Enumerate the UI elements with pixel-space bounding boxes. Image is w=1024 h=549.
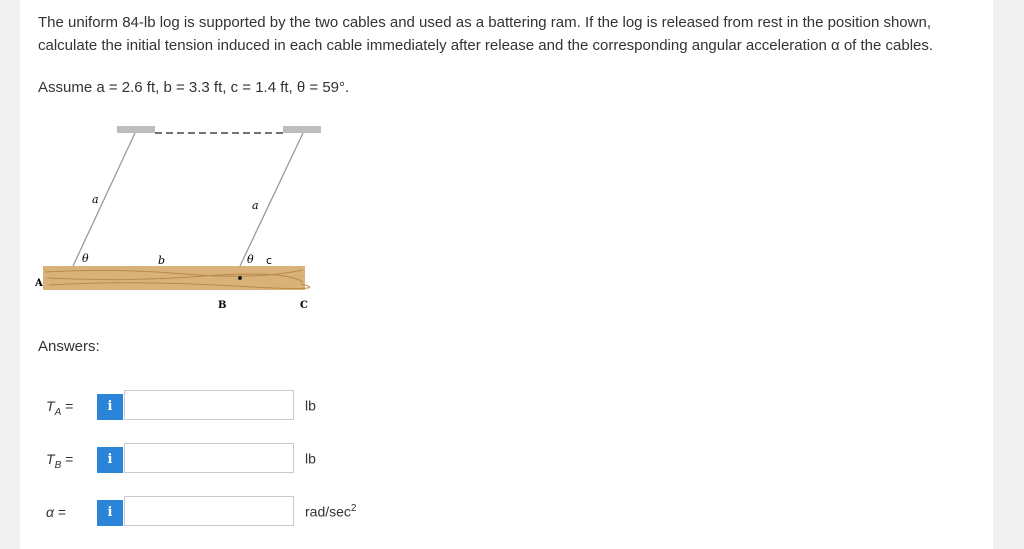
right-support xyxy=(283,126,321,133)
label-theta-right: θ xyxy=(247,253,254,266)
answer-label-tb: $T_B$ = xyxy=(46,451,74,471)
unit-ta: lb xyxy=(305,397,316,414)
label-theta-left: θ xyxy=(82,252,89,265)
label-c: c xyxy=(266,254,273,267)
answer-label-ta: $T_A$ = xyxy=(46,398,74,418)
answers-heading: Answers: xyxy=(38,338,100,355)
label-C: C xyxy=(300,300,308,311)
alpha-input[interactable] xyxy=(124,496,294,526)
unit-tb: lb xyxy=(305,450,316,467)
label-b: b xyxy=(158,254,166,267)
mass-center-dot xyxy=(238,276,242,280)
label-a-left: a xyxy=(92,193,99,206)
assumptions: Assume a = 2.6 ft, b = 3.3 ft, c = 1.4 ft, θ = 59°. xyxy=(38,79,350,96)
cable-b xyxy=(240,133,303,266)
info-icon[interactable]: i xyxy=(97,447,123,473)
answer-label-alpha: α = xyxy=(46,504,67,520)
info-icon[interactable]: i xyxy=(97,500,123,526)
label-a-right: a xyxy=(252,199,259,212)
log-diagram xyxy=(35,118,335,318)
tb-input[interactable] xyxy=(124,443,294,473)
label-B: B xyxy=(218,300,227,311)
ta-input[interactable] xyxy=(124,390,294,420)
info-icon[interactable]: i xyxy=(97,394,123,420)
problem-statement: The uniform 84-lb log is supported by the two cables and used as a battering ram. If the log is released from rest in the position shown, calculate the initial tension induced in each cable immediately after release and the corresponding angular acceleration α of the cables. xyxy=(38,14,934,54)
question-card xyxy=(20,0,993,549)
unit-alpha: rad/$\sec^2$ xyxy=(305,503,357,520)
cable-a xyxy=(73,133,135,266)
left-support xyxy=(117,126,155,133)
label-A: A xyxy=(35,278,43,289)
